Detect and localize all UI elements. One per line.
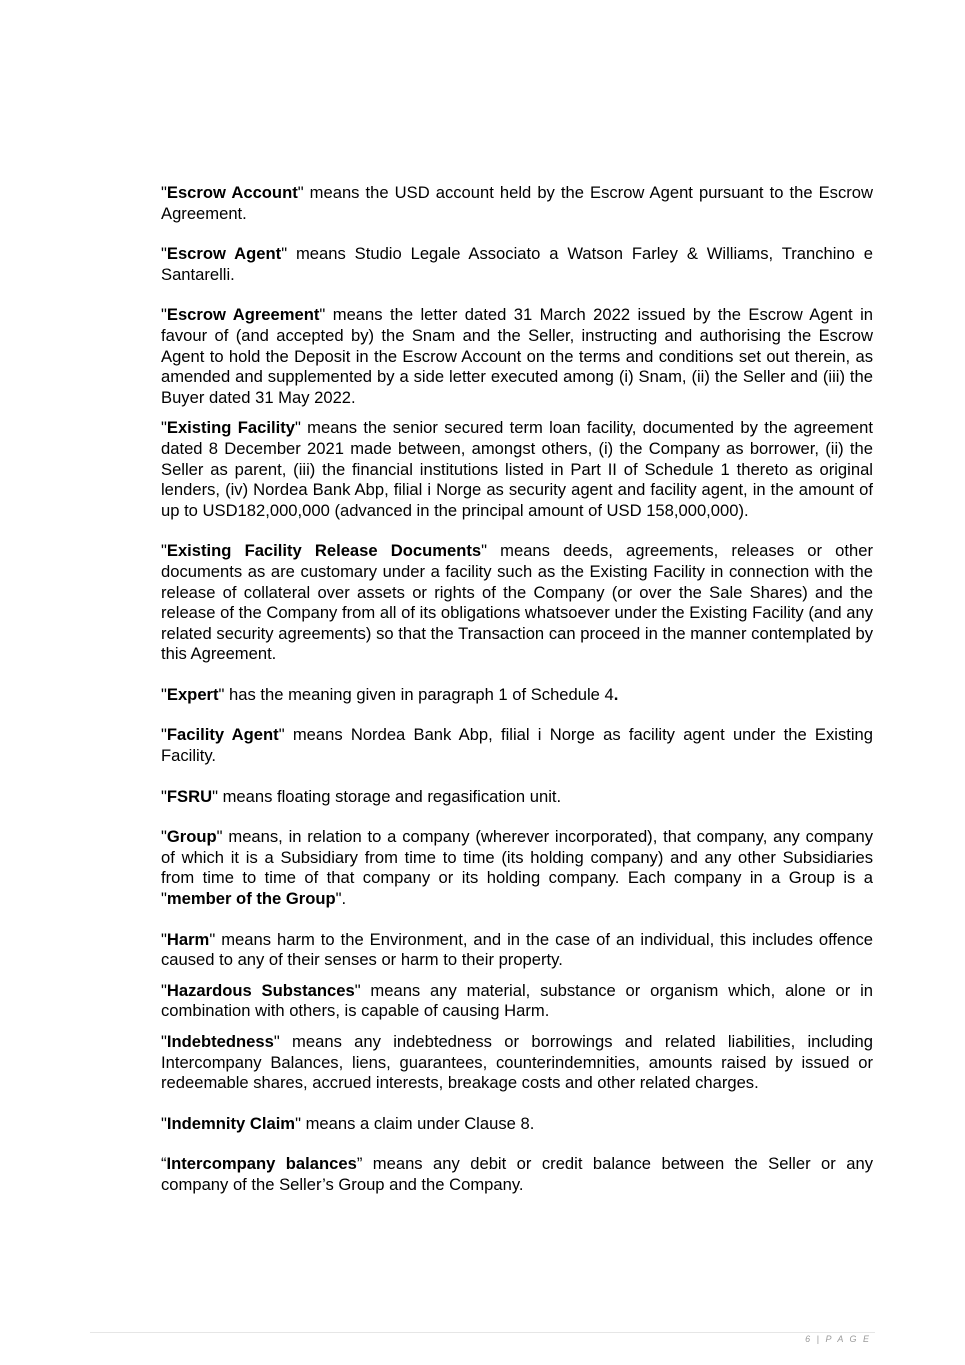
defined-term: Group [166, 827, 217, 847]
defined-term: Existing Facility Release Documents [166, 541, 482, 561]
definition-expert: "Expert" has the meaning given in paragraph 1 of Schedule 4. [161, 684, 619, 704]
defined-term: Escrow Agreement [166, 305, 320, 325]
definition-escrow-account: "Escrow Account" means the USD account held by the Escrow Agent pursuant to the Escrow Agreement. [161, 183, 873, 223]
definition-hazardous-substances: "Hazardous Substances" means any material, substance or organism which, alone or in combination with others, is capable of causing Harm. [161, 980, 873, 1021]
definition-facility-agent: "Facility Agent" means Nordea Bank Abp, filial i Norge as facility agent under the Existing Facility. [161, 725, 874, 766]
definition-harm: "Harm" means harm to the Environment, and in the case of an individual, this includes offence caused to any of their senses or harm to their property. [161, 929, 873, 970]
defined-term: Facility Agent [166, 725, 279, 745]
defined-term: Indemnity Claim [166, 1113, 296, 1133]
definition-existing-facility-release-documents: "Existing Facility Release Documents" means deeds, agreements, releases or other documents as are customary under a facility such as the Existing Facility in connection with the release of collateral over assets or rights of the Company (or over the Sale Shares) and the release of the Company from all of its obligations whatsoever under the Existing Facility (and any related security agreements) so that the Transaction can proceed in the manner contemplated by this Agreement. [161, 541, 873, 664]
definition-indebtedness: "Indebtedness" means any indebtedness or borrowings and related liabilities, including Intercompany Balances, liens, guarantees, counterindemnities, amounts raised by issued or redeemable shares, accrued interests, breakage costs and other related charges. [161, 1032, 873, 1093]
defined-term: Expert [166, 684, 219, 704]
defined-term: Intercompany balances [166, 1154, 357, 1174]
page-number: 6 | P A G E [805, 1334, 871, 1344]
defined-term: FSRU [166, 786, 213, 806]
defined-term: Harm [166, 929, 210, 949]
defined-term: member of the Group [166, 889, 336, 909]
definition-group: "Group" means, in relation to a company (wherever incorporated), that company, any company of which it is a Subsidiary from time to time (its holding company) and any other Subsidiaries from time to time of that company or its holding company. Each company in a Group is a "member of the Group". [161, 827, 873, 909]
definitions-list [161, 183, 873, 1196]
definition-indemnity-claim: "Indemnity Claim" means a claim under Clause 8. [161, 1113, 535, 1133]
defined-term: Indebtedness [166, 1032, 274, 1051]
defined-term: Escrow Agent [166, 244, 282, 264]
definition-existing-facility: "Existing Facility" means the senior secured term loan facility, documented by the agreement dated 8 December 2021 made between, amongst others, (i) the Company as borrower, (ii) the Seller as parent, (iii) the financial institutions listed in Part II of Schedule 1 thereto as original lenders, (iv) Nordea Bank Abp, filial i Norge as security agent and facility agent, in the amount of up to USD182,000,000 (advanced in the principal amount of USD 158,000,000). [161, 418, 873, 520]
defined-term: Hazardous Substances [166, 980, 355, 1000]
definition-escrow-agreement: "Escrow Agreement" means the letter dated 31 March 2022 issued by the Escrow Agent in favour of (and accepted by) the Snam and the Seller, instructing and authorising the Escrow Agent to hold the Deposit in the Escrow Account on the terms and conditions set out therein, as amended and supplemented by a side letter executed among (i) Snam, (ii) the Seller and (iii) the Buyer dated 31 May 2022. [161, 305, 873, 407]
definition-fsru: "FSRU" means floating storage and regasification unit. [161, 786, 562, 806]
definition-escrow-agent: "Escrow Agent" means Studio Legale Associato a Watson Farley & Williams, Tranchino e Santarelli. [161, 244, 874, 284]
footer-divider [90, 1332, 875, 1333]
defined-term: Escrow Account [166, 183, 298, 202]
defined-term: Existing Facility [166, 418, 295, 438]
definition-intercompany-balances: “Intercompany balances” means any debit or credit balance between the Seller or any company of the Seller’s Group and the Company. [161, 1154, 873, 1194]
